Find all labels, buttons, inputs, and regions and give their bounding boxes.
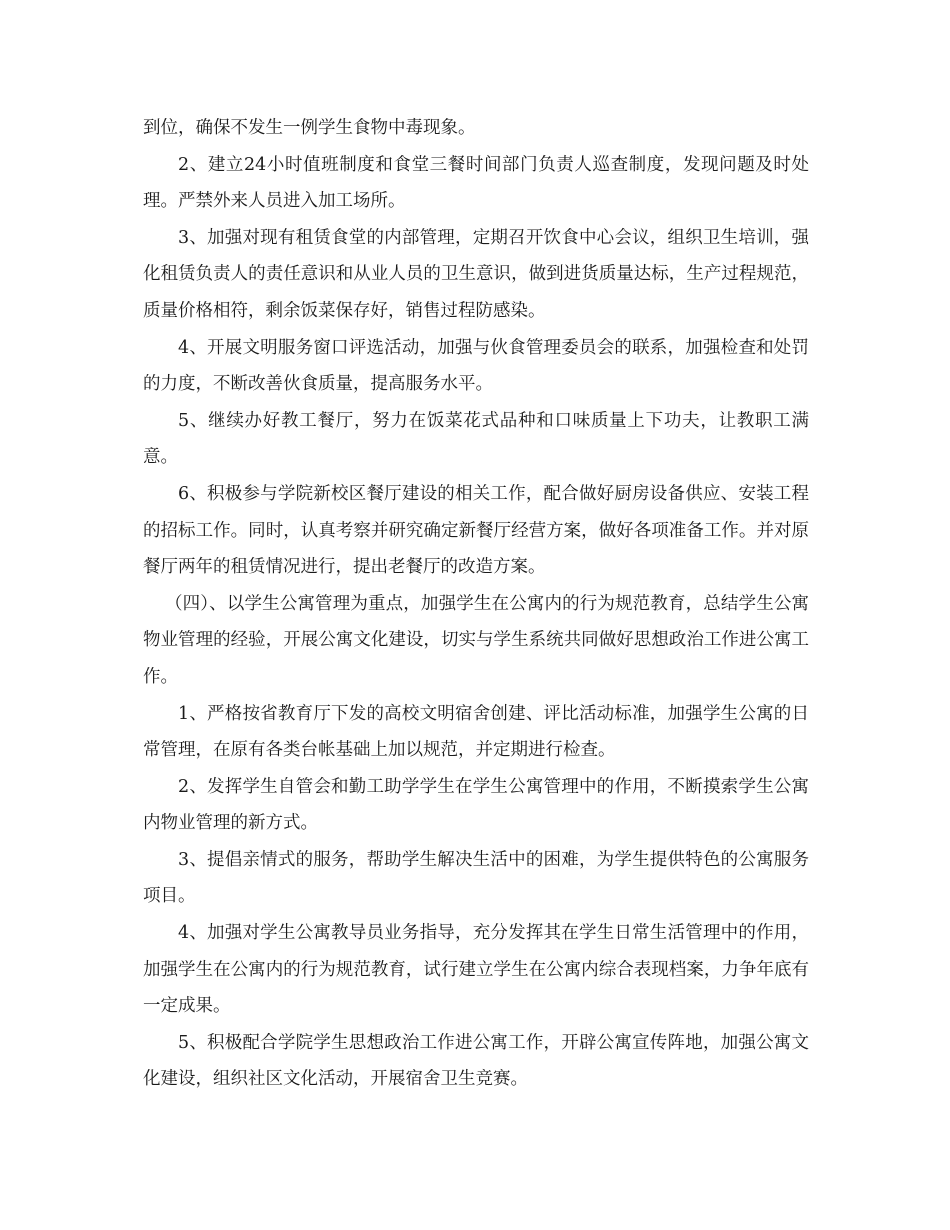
paragraph-apartment-item-3: 3、提倡亲情式的服务，帮助学生解决生活中的困难，为学生提供特色的公寓服务项目。 — [143, 849, 809, 907]
section-heading-four: （四）、以学生公寓管理为重点，加强学生在公寓内的行为规范教育，总结学生公寓物业管理的经验，开展公寓文化建设，切实与学生系统共同做好思想政治工作进公寓工作。 — [143, 593, 809, 687]
paragraph-item-6-new-campus: 6、积极参与学院新校区餐厅建设的相关工作，配合做好厨房设备供应、安装工程的招标工作。同时，认真考察并研究确定新餐厅经营方案，做好各项准备工作。并对原餐厅两年的租赁情况进行，提出老餐厅的改造方案。 — [143, 483, 809, 578]
paragraph-apartment-item-5: 5、积极配合学院学生思想政治工作进公寓工作，开辟公寓宣传阵地，加强公寓文化建设，组织社区文化活动，开展宿舍卫生竞赛。 — [143, 1032, 809, 1090]
paragraph-apartment-item-2: 2、发挥学生自管会和勤工助学学生在学生公寓管理中的作用，不断摸索学生公寓内物业管理的新方式。 — [143, 776, 809, 834]
document-body — [143, 110, 809, 1098]
paragraph-item-3-canteen-management: 3、加强对现有租赁食堂的内部管理，定期召开饮食中心会议，组织卫生培训，强化租赁负责人的责任意识和从业人员的卫生意识，做到进货质量达标，生产过程规范，质量价格相符，剩余饭菜保存好，销售过程防感染。 — [143, 227, 809, 321]
paragraph-apartment-item-1: 1、严格按省教育厅下发的高校文明宿舍创建、评比活动标准，加强学生公寓的日常管理，在原有各类台帐基础上加以规范，并定期进行检查。 — [143, 703, 809, 761]
paragraph-continuation: 到位，确保不发生一例学生食物中毒现象。 — [143, 118, 476, 138]
paragraph-apartment-item-4: 4、加强对学生公寓教导员业务指导，充分发挥其在学生日常生活管理中的作用，加强学生在公寓内的行为规范教育，试行建立学生在公寓内综合表现档案，力争年底有一定成果。 — [143, 923, 809, 1017]
paragraph-item-5-staff-restaurant: 5、继续办好教工餐厅，努力在饭菜花式品种和口味质量上下功夫，让教职工满意。 — [143, 410, 809, 468]
paragraph-item-4-service-window: 4、开展文明服务窗口评选活动，加强与伙食管理委员会的联系，加强检查和处罚的力度，不断改善伙食质量，提高服务水平。 — [143, 337, 809, 395]
paragraph-item-2-duty-system: 2、建立24小时值班制度和食堂三餐时间部门负责人巡查制度，发现问题及时处理。严禁外来人员进入加工场所。 — [143, 154, 809, 212]
